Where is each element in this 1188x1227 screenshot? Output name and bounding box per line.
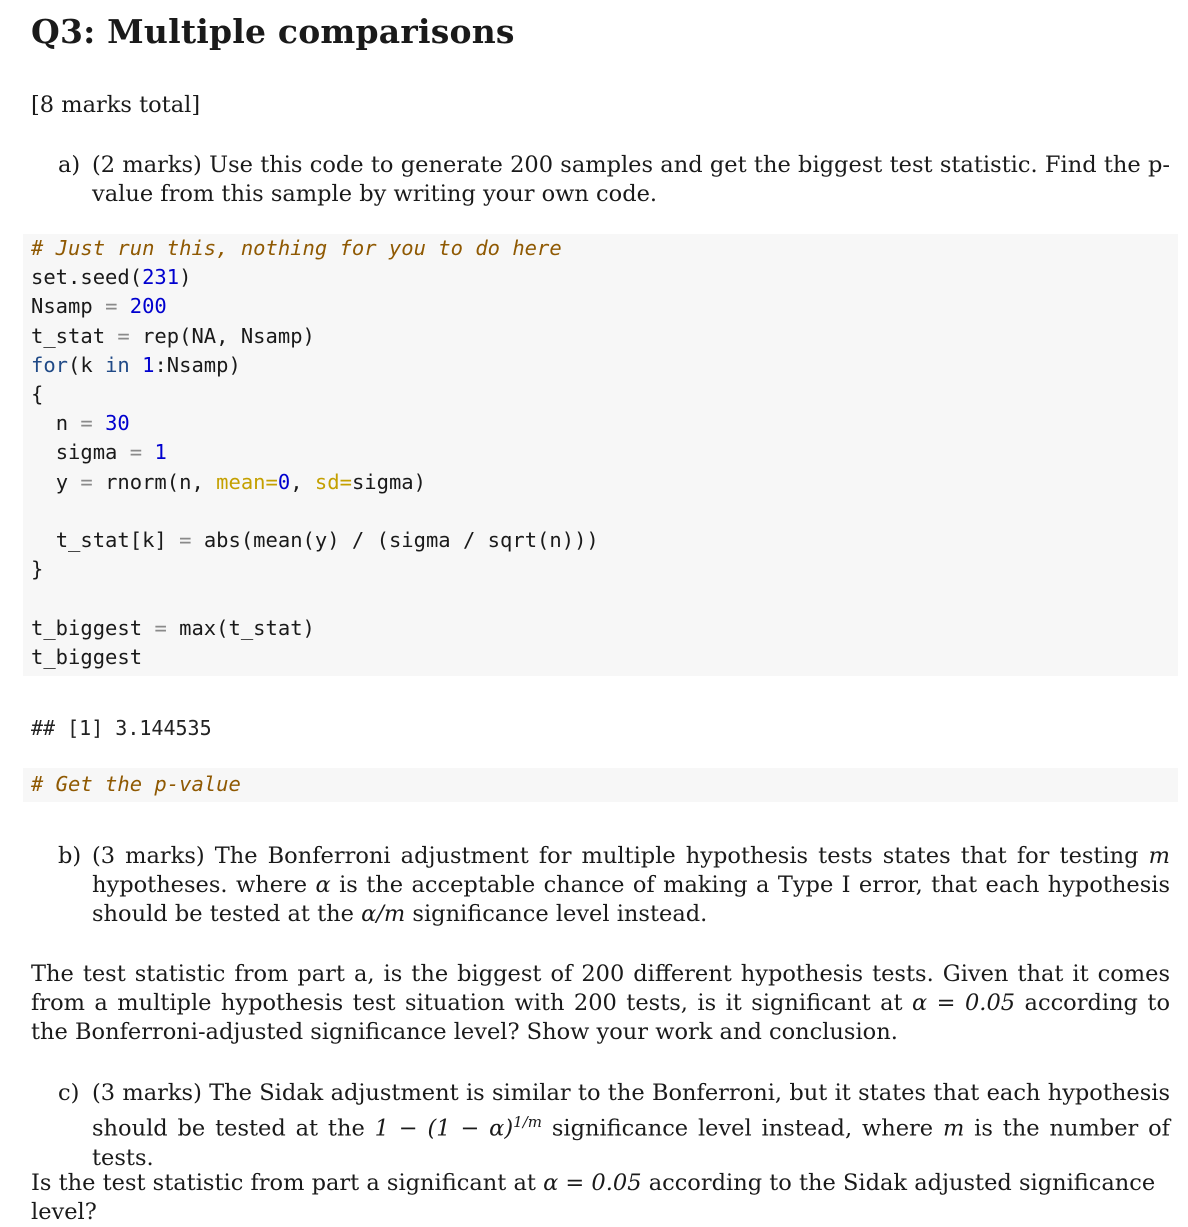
part-a-label: a) — [58, 152, 81, 178]
code-line-tstat: t_stat = rep(NA, Nsamp) — [31, 323, 315, 348]
code-line-brace-open: { — [31, 382, 44, 407]
part-c-text: (3 marks) The Sidak adjustment is similar to the Bonferroni, but it states that each hypothesis should be tested at the $1 - (1 - \alpha)^{1/m}$ significance level instead, where m is the number of tests. — [92, 1080, 1170, 1171]
part-c — [58, 1079, 1170, 1173]
code-line-brace-close: } — [31, 557, 44, 582]
part-c-question: Is the test statistic from part a significant at α = 0.05 according to the Sidak adjusted significance level? — [31, 1170, 1156, 1225]
code-output: ## [1] 3.144535 — [31, 716, 212, 740]
marks-total: [8 marks total] — [31, 92, 201, 118]
code-line-sigma: sigma = 1 — [55, 440, 167, 465]
code-line-print: t_biggest — [31, 644, 143, 669]
page-title: Q3: Multiple comparisons — [31, 12, 515, 51]
sidak-formula: 1 − (1 − α) — [374, 1115, 514, 1142]
part-b-label: b) — [58, 843, 82, 869]
part-b-text: (3 marks) The Bonferroni adjustment for multiple hypothesis tests states that for testing m hypotheses. where α is the acceptable chance of making a Type I error, that each hypothesis should be tested at the α/m significance level instead. — [92, 843, 1171, 927]
code-comment: # Just run this, nothing for you to do here — [31, 236, 562, 260]
code-line-for: for(k in 1:Nsamp) — [31, 352, 241, 377]
part-a-text: (2 marks) Use this code to generate 200 samples and get the biggest test statistic. Find the p-value from this sample by writing your own code. — [92, 152, 1170, 207]
part-b — [58, 842, 1170, 929]
part-c-label: c) — [58, 1080, 80, 1106]
code-block-2-content[interactable] — [31, 770, 241, 799]
part-b-question: The test statistic from part a, is the biggest of 200 different hypothesis tests. Given that it comes from a multiple hypothesis test situation with 200 tests, is it significant at α = 0.05 according to the Bonferroni-adjusted significance level? Show your work and conclusion. — [31, 961, 1170, 1045]
code-line-n: n = 30 — [55, 411, 130, 436]
code-line-y: y = rnorm(n, mean=0, sd=sigma) — [55, 469, 426, 494]
code-line-seed: set.seed(231) — [31, 265, 192, 290]
code-comment-pvalue: # Get the p-value — [31, 772, 241, 796]
code-line-tstatk: t_stat[k] = abs(mean(y) / (sigma / sqrt(n))) — [55, 528, 599, 553]
part-a — [58, 151, 1170, 209]
code-line-nsamp: Nsamp = 200 — [31, 294, 167, 319]
code-block-1-content[interactable] — [31, 234, 599, 672]
code-line-tbiggest: t_biggest = max(t_stat) — [31, 615, 315, 640]
